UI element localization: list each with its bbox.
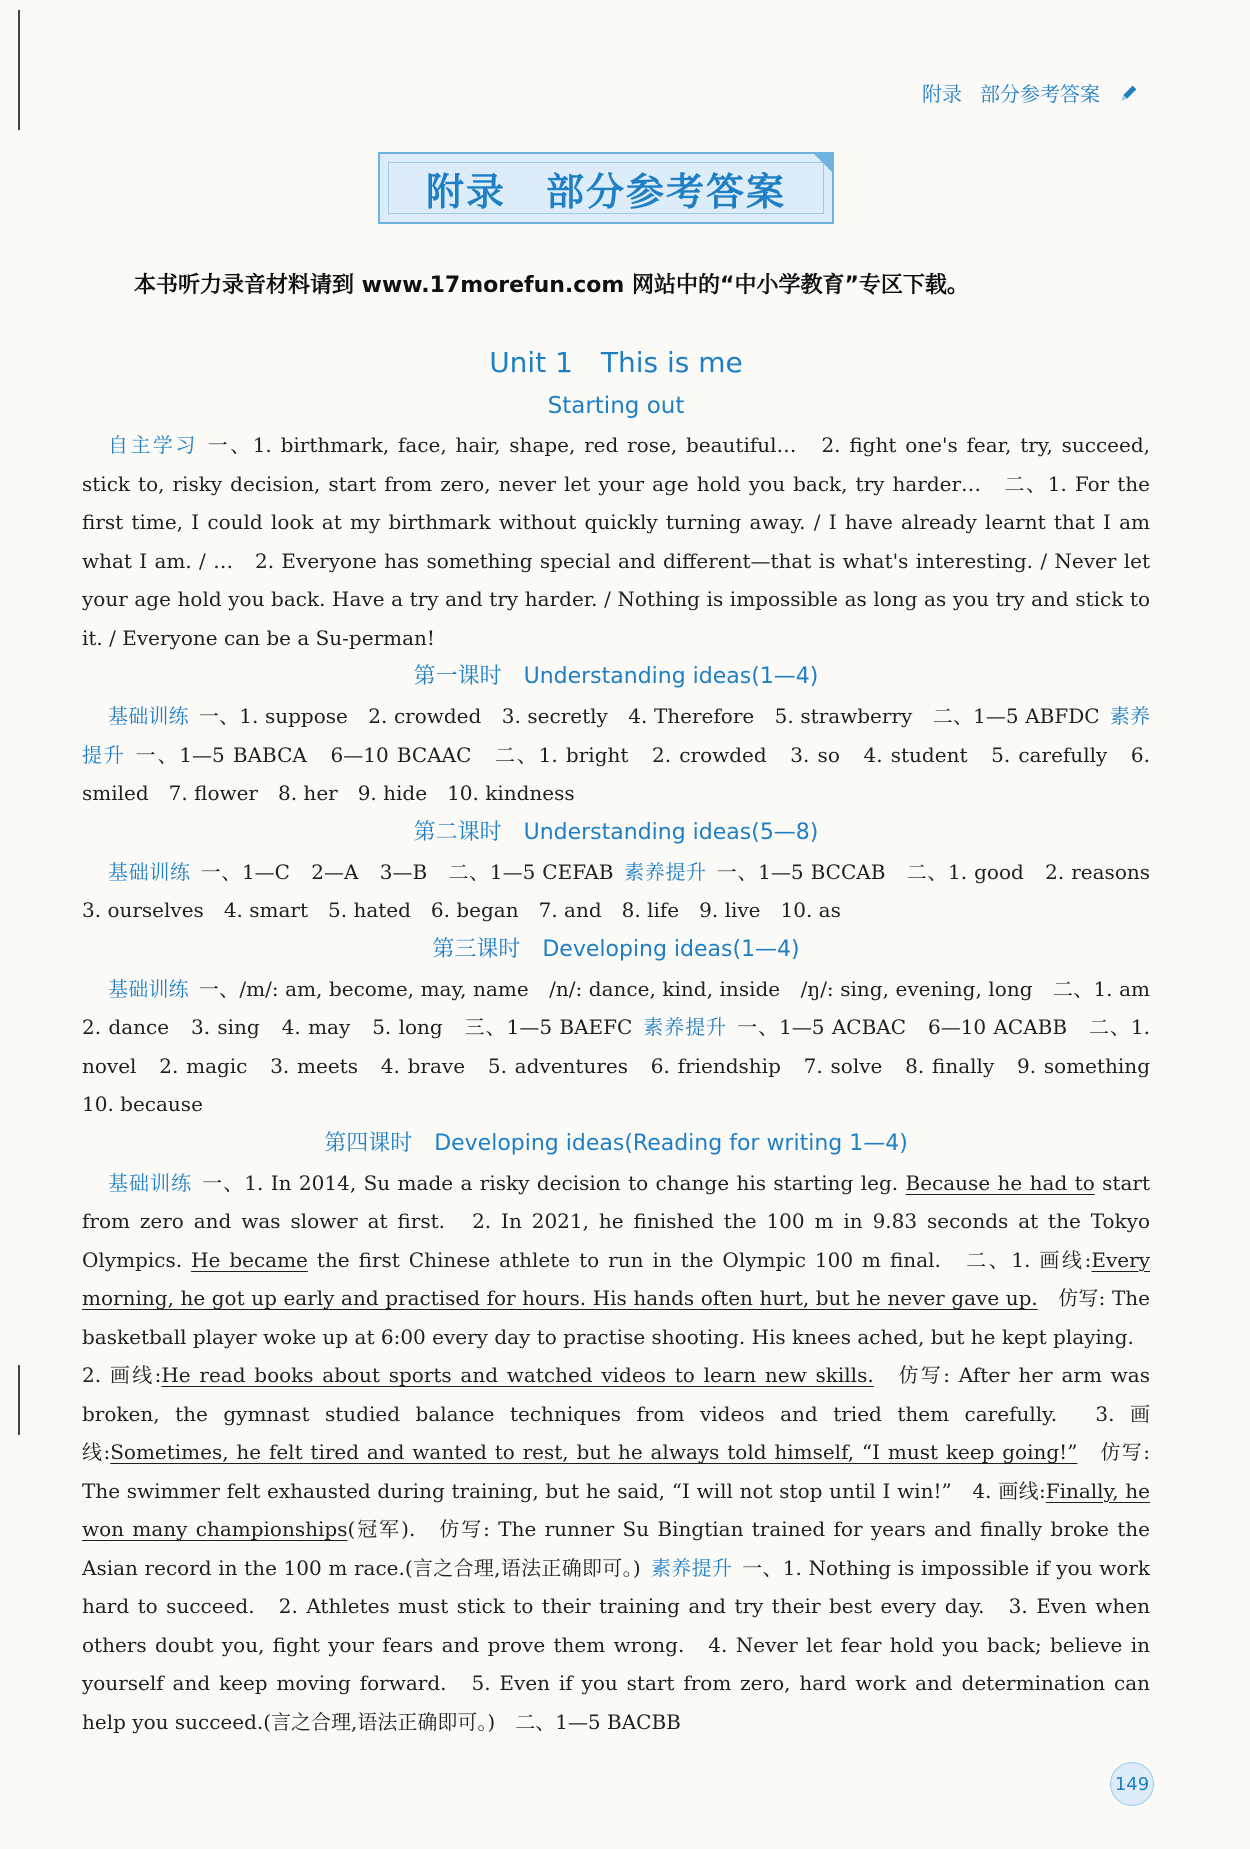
running-head-section: 附录 [922,82,962,106]
answer-content [82,340,1171,1741]
lesson1-title: 第一课时 Understanding ideas(1—4) [413,664,819,689]
tag-jichu: 基础训练 [108,704,189,728]
tag-suyang: 素养提升 [82,704,1150,767]
unit-title: Unit 1 This is me [489,346,743,379]
lesson4-title: 第四课时 Developing ideas(Reading for writing 1—4) [324,1130,908,1156]
starting-out-answers: 自主学习 一、1. birthmark, face, hair, shape, red rose, beautiful… 2. fight one's fear, try, succeed, stick to, risky decision, start from zero, never let your age hold you back, try harder… 二、1. For the first time, I could look at my birthmark without quickly turning away. / I have already learnt that I am what I am. / … 2. Everyone has something special and different—that is what's interesting. / Never let your age hold you back. Have a try and try harder. / Nothing is impossible as long as you try and stick to it. / Everyone can be a Su-perman! [82,433,1150,650]
tag-jichu: 基础训练 [108,859,191,884]
running-head [922,78,1140,107]
lesson2-answers: 基础训练 一、1—C 2—A 3—B 二、1—5 CEFAB 素养提升 一、1—5 BCCAB 二、1. good 2. reasons 3. ourselves 4. smart 5. hated 6. began 7. and 8. life 9. live 10. as [82,859,1171,922]
main-title-box [378,152,834,224]
running-head-title: 部分参考答案 [980,82,1100,106]
tag-jichu: 基础训练 [108,976,189,1001]
lesson3-answers: 基础训练 一、/m/: am, become, may, name /n/: dance, kind, inside /ŋ/: sing, evening, long 二、1. am 2. dance 3. sing 4. may 5. long 三、1—5 BAEFC 素养提升 一、1—5 ACBAC 6—10 ACABB 二、1. novel 2. magic 3. meets 4. brave 5. adventures 6. friendship 7. solve 8. finally 9. something 10. because [82,976,1170,1116]
tag-zizhu: 自主学习 [108,433,198,457]
download-note: 本书听力录音材料请到 www.17morefun.com 网站中的“中小学教育”专区下载。 [134,273,969,298]
lesson1-answers: 基础训练 一、1. suppose 2. crowded 3. secretly 4. Therefore 5. strawberry 二、1—5 ABFDC 素养提升 一、1—5 BABCA 6—10 BCAAC 二、1. bright 2. crowded 3. so 4. student 5. carefully 6. smiled 7. flower 8. her 9. hide 10. kindness [82,704,1150,805]
tag-jichu: 基础训练 [108,1170,193,1195]
section-subtitle: Starting out [547,393,685,419]
tag-suyang: 素养提升 [623,859,707,884]
lesson3-title: 第三课时 Developing ideas(1—4) [432,936,800,962]
margin-rule [18,1365,20,1435]
page-number: 149 [1110,1762,1154,1806]
lesson4-answers: 基础训练 一、1. In 2014, Su made a risky decision to change his starting leg. Because he had to start from zero and was slower at first. 2. In 2021, he finished the 100 m in 9.83 seconds at the Tokyo Olympics. He became the first Chinese athlete to run in the Olympic 100 m final. 二、1. 画线:Every morning, he got up early and practised for hours. His hands often hurt, but he never gave up. 仿写: The basketball player woke up at 6:00 every day to practise shooting. His knees ached, but he kept playing. 2. 画线:He read books about sports and watched videos to learn new skills. 仿写: After her arm was broken, the gymnast studied balance techniques from videos and tried them carefully. 3. 画线:Sometimes, he felt tired and wanted to rest, but he always told himself, “I must keep going!” 仿写: The swimmer felt exhausted during training, but he said, “I will not stop until I win!” 4. 画线:Finally, he won many championships(冠军). 仿写: The runner Su Bingtian trained for years and finally broke the Asian record in the 100 m race.(言之合理,语法正确即可。) 素养提升 一、1. Nothing is impossible if you work hard to succeed. 2. Athletes must stick to their training and try their best every day. 3. Even when others doubt you, fight your fears and prove them wrong. 4. Never let fear hold you back; believe in yourself and keep moving forward. 5. Even if you start from zero, hard work and determination can help you succeed.(言之合理,语法正确即可。) 二、1—5 BACBB [82,1170,1151,1734]
main-title: 附录 部分参考答案 [425,169,786,214]
pencil-icon [1118,82,1140,104]
margin-rule [18,10,20,130]
tag-suyang: 素养提升 [650,1555,733,1580]
lesson2-title: 第二课时 Understanding ideas(5—8) [413,819,819,845]
tag-suyang: 素养提升 [642,1015,728,1039]
